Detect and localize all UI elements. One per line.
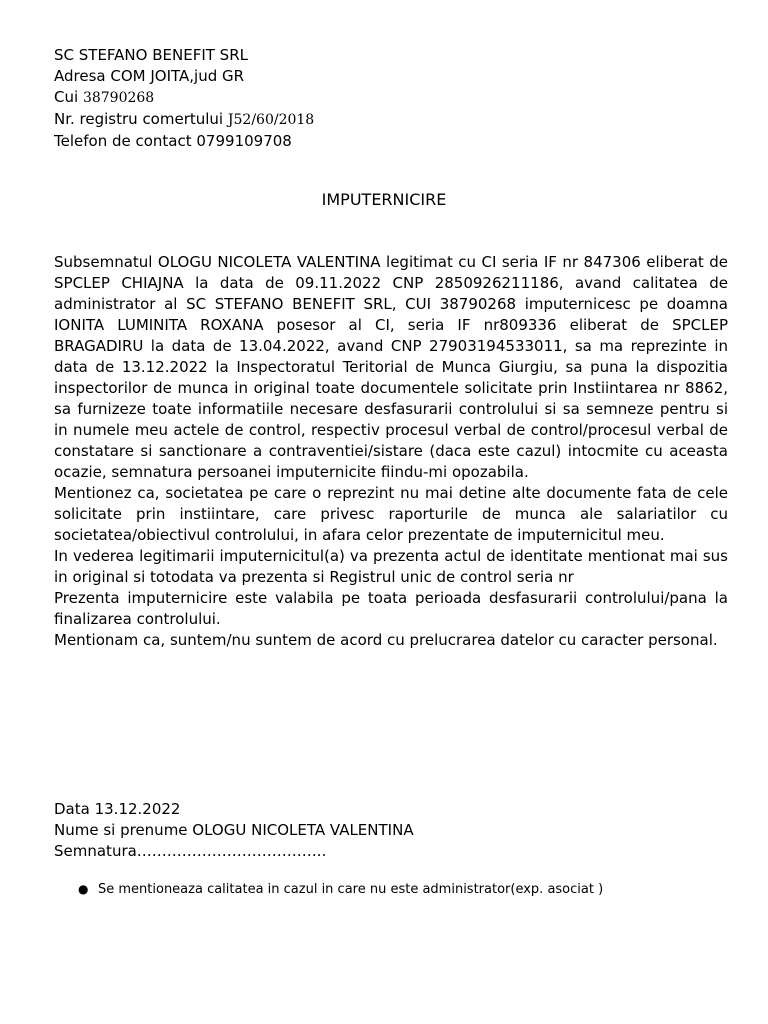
paragraph-identification: In vederea legitimarii imputernicitul(a) va prezenta actul de identitate mentionat mai sus in original si totodata va prezenta si Registrul unic de control seria nr	[54, 547, 728, 586]
company-phone: Telefon de contact 0799109708	[54, 132, 292, 150]
company-cui	[54, 87, 314, 109]
company-name: SC STEFANO BENEFIT SRL	[54, 46, 248, 64]
bullet-icon: ●	[78, 882, 89, 896]
paragraph-validity: Prezenta imputernicire este valabila pe toata perioada desfasurarii controlului/pana la finalizarea controlului.	[54, 589, 728, 628]
cui-label: Cui	[54, 88, 79, 106]
footnote-text: Se mentioneaza calitatea in cazul in care nu este administrator(exp. asociat )	[98, 882, 604, 897]
company-header	[54, 45, 314, 152]
signature-block	[54, 799, 414, 862]
paragraph-documents: Mentionez ca, societatea pe care o reprezint nu mai detine alte documente fata de cele solicitate prin instiintare, care privesc raporturile de munca ale salariatilor cu societatea/obiectivul controlului, in afara celor prezentate de imputernicitul meu.	[54, 484, 728, 544]
registry-value: J52/60/2018	[227, 112, 315, 128]
registry-label: Nr. registru comertului	[54, 110, 224, 128]
footnote	[78, 880, 603, 899]
cui-value: 38790268	[82, 90, 155, 106]
signature-name: Nume si prenume OLOGU NICOLETA VALENTINA	[54, 821, 414, 839]
paragraph-mandate: Subsemnatul OLOGU NICOLETA VALENTINA legitimat cu CI seria IF nr 847306 eliberat de SPCLEP CHIAJNA la data de 09.11.2022 CNP 2850926211186, avand calitatea de administrator al SC STEFANO BENEFIT SRL, CUI 38790268 imputernicesc pe doamna IONITA LUMINITA ROXANA posesor al CI, seria IF nr809336 eliberat de SPCLEP BRAGADIRU la data de 13.04.2022, avand CNP 27903194533011, sa ma reprezinte in data de 13.12.2022 la Inspectoratul Teritorial de Munca Giurgiu, sa puna la dispozitia inspectorilor de munca in original toate documentele solicitate prin Instiintarea nr 8862, sa furnizeze toate informatiile necesare desfasurarii controlului si sa semneze pentru si in numele meu actele de control, respectiv procesul verbal de control/procesul verbal de constatare si sanctionare a contraventiei/sistare (daca este cazul) intocmite cu aceasta ocazie, semnatura persoanei imputernicite fiindu-mi opozabila.	[54, 253, 728, 481]
company-registry	[54, 109, 314, 131]
document-title: IMPUTERNICIRE	[321, 190, 447, 209]
signature-line: Semnatura………………………………..	[54, 842, 327, 860]
signature-date: Data 13.12.2022	[54, 800, 181, 818]
company-address: Adresa COM JOITA,jud GR	[54, 67, 245, 85]
paragraph-data-consent: Mentionam ca, suntem/nu suntem de acord cu prelucrarea datelor cu caracter personal.	[54, 631, 718, 649]
document-body	[54, 252, 728, 651]
